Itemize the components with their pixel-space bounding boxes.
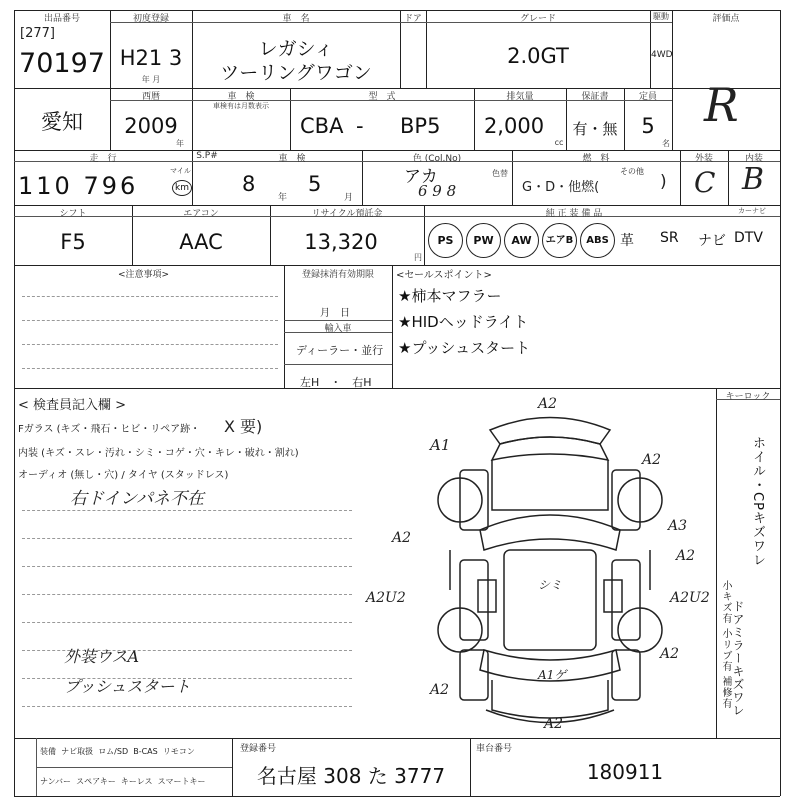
handle-value: 左H ・ 右H	[300, 376, 372, 389]
shift-label: シフト	[59, 209, 87, 219]
exterior-grade: C	[694, 166, 716, 199]
mileage-unit-km: km	[172, 180, 192, 196]
year-unit: 年	[176, 139, 184, 148]
car-name-line2: ツーリングワゴン	[220, 62, 372, 84]
mileage-label: 走 行	[89, 154, 117, 164]
color-label: 色 (Col.No)	[412, 154, 462, 164]
recycle-value: 13,320	[304, 230, 378, 254]
sales-point-1: ★柿本マフラー	[398, 287, 502, 305]
chassis-label: 車台番号	[476, 744, 513, 754]
diag-mark-right-quarter: A2	[660, 646, 680, 662]
equipment-sunroof: SR	[660, 230, 679, 246]
diag-mark-front: A2	[538, 396, 558, 412]
diag-mark-right-door: A2	[676, 548, 696, 564]
inspector-glass-mark: X 要)	[224, 417, 263, 436]
interior-grade: B	[742, 162, 765, 197]
diag-mark-right-fender: A3	[668, 518, 688, 534]
displacement-value: 2,000	[483, 114, 545, 138]
color-value: アカ	[404, 167, 438, 187]
score-value: R	[704, 78, 739, 132]
model-year: 2009	[124, 114, 178, 138]
model-dash: -	[356, 114, 364, 138]
ac-label: エアコン	[183, 209, 219, 219]
inspector-line-glass: Fガラス (キズ・飛石・ヒビ・リペア跡・	[18, 424, 201, 435]
mileage-value: 110 796	[18, 172, 139, 200]
prefecture: 愛知	[41, 110, 83, 134]
first-reg-label: 初度登録	[132, 14, 169, 24]
model-label: 型 式	[368, 92, 396, 102]
equipment-navi: ナビ	[698, 233, 726, 249]
first-reg-sub: 年 月	[141, 75, 161, 84]
keylock-text-2: ドアミラーキズワレ	[731, 600, 745, 717]
warranty-value: 有・無	[572, 120, 618, 138]
diag-rear-note: A1ゲ	[538, 668, 567, 682]
diag-mark-left-rear: A2U2	[366, 590, 406, 606]
recycle-label: リサイクル預託金	[311, 209, 383, 219]
import-value: ディーラー・並行	[296, 344, 384, 357]
equipment-aw: AW	[504, 223, 539, 258]
sales-point-2: ★HIDヘッドライト	[398, 313, 529, 331]
first-reg-value: H21 3	[119, 46, 183, 70]
drive-label: 駆動	[653, 12, 669, 21]
diag-mark-front-right: A2	[642, 452, 662, 468]
sales-label: <セールスポイント>	[396, 270, 492, 281]
shaken-tsuki: 月	[344, 193, 354, 203]
deadline-label: 登録抹消有効期限	[301, 270, 374, 280]
drive-value: 4WD	[651, 50, 673, 60]
equipment-leather: 革	[620, 233, 634, 249]
footer-equip-row1	[40, 746, 195, 757]
grade-label: グレード	[519, 14, 556, 24]
navi-cert-label: カーナビ	[738, 207, 766, 215]
sp-label: S.P#	[196, 151, 218, 161]
color-change-label: 色替	[492, 169, 508, 178]
interior-label: 内装	[744, 154, 763, 164]
import-label: 輸入車	[324, 324, 352, 334]
diag-mark-front-left: A1	[430, 436, 451, 454]
diag-roof-note: シミ	[538, 578, 563, 592]
inspector-title: < 検査員記入欄 >	[18, 398, 127, 413]
inspector-note-1: 右ドインパネ不在	[70, 489, 204, 509]
car-name-line1: レガシィ	[258, 38, 334, 60]
chassis-number: 180911	[586, 760, 664, 784]
equipment-dtv: DTV	[734, 230, 763, 246]
fuel-value: G・D・他燃(	[522, 180, 600, 195]
diag-mark-rear-left: A2	[430, 682, 450, 698]
footer-equip-row2	[40, 776, 205, 787]
seats-unit: 名	[662, 139, 670, 148]
keylock-text-1: ホイル・CPキズワレ	[750, 436, 765, 567]
lot-sub: [277]	[20, 26, 55, 41]
model-prefix: CBA	[300, 114, 344, 138]
footer-rom-sd: ロム/SD	[98, 747, 129, 756]
exterior-label: 外装	[694, 154, 713, 164]
deadline-month-day: 月 日	[320, 308, 350, 319]
shaken-month: 5	[308, 172, 322, 196]
footer-smart-key: スマートキー	[157, 777, 206, 786]
lot-label: 出品番号	[43, 14, 80, 24]
equipment-label: 純 正 装 備 品	[545, 209, 603, 219]
plate-label: 登録番号	[240, 744, 277, 754]
footer-navi-manual: ナビ取扱	[61, 747, 94, 756]
shift-value: F5	[60, 230, 86, 254]
lot-number: 70197	[19, 48, 105, 79]
fuel-label: 燃 料	[582, 154, 610, 164]
footer-remote: リモコン	[162, 747, 195, 756]
fuel-close: )	[660, 172, 667, 192]
door-label: ドア	[404, 14, 422, 24]
footer-spare-key: スペアキー	[76, 777, 116, 786]
footer-bcas: B-CAS	[133, 747, 158, 756]
year-label: 西暦	[141, 92, 160, 102]
inspection-sub: 車検有は月数表示	[213, 102, 269, 110]
seats-label: 定員	[638, 92, 657, 102]
cc-unit: cc	[554, 138, 564, 147]
warranty-label: 保証書	[581, 92, 609, 102]
score-label: 評価点	[712, 14, 740, 24]
seats-value: 5	[641, 114, 655, 138]
inspection-label: 車 検	[227, 92, 255, 102]
keylock-label: キーロック	[725, 392, 771, 402]
fuel-other: その他	[620, 167, 644, 176]
yen-unit: 円	[414, 253, 422, 262]
footer-equip: 装備	[40, 747, 56, 756]
inspector-line-interior: 内装 (キズ・スレ・汚れ・シミ・コゲ・穴・キレ・破れ・割れ)	[18, 448, 299, 459]
displacement-label: 排気量	[506, 92, 534, 102]
car-name-label: 車 名	[282, 14, 310, 24]
diag-mark-right-rear: A2U2	[670, 590, 710, 606]
equipment-pw: PW	[466, 223, 501, 258]
inspector-note-3: プッシュスタート	[64, 677, 191, 696]
equipment-ps: PS	[428, 223, 463, 258]
grade-value: 2.0GT	[507, 44, 569, 68]
mileage-unit-top: マイル	[170, 167, 191, 175]
equipment-airbag: エアB	[542, 223, 577, 258]
diag-mark-left-door: A2	[392, 530, 412, 546]
sales-point-3: ★プッシュスタート	[398, 339, 531, 357]
model-code: BP5	[400, 114, 441, 138]
ac-value: AAC	[179, 230, 223, 254]
plate-number: 名古屋 308 た 3777	[256, 764, 446, 788]
inspector-note-2: 外装ウスA	[64, 647, 140, 666]
caution-label: <注意事項>	[118, 270, 170, 280]
equipment-abs: ABS	[580, 223, 615, 258]
footer-number: ナンバー	[40, 777, 72, 786]
color-number: 6 9 8	[418, 182, 457, 200]
shaken-label: 車 検	[278, 154, 306, 164]
diag-mark-rear: A2	[544, 716, 564, 732]
keylock-text-3: 小キズ有 小リブ有 補修有	[720, 580, 731, 710]
inspector-line-audio: オーディオ (無し・穴) / タイヤ (スタッドレス)	[18, 470, 229, 481]
shaken-year: 8	[242, 172, 256, 196]
footer-keyless: キーレス	[120, 777, 153, 786]
shaken-nen: 年	[278, 193, 288, 203]
